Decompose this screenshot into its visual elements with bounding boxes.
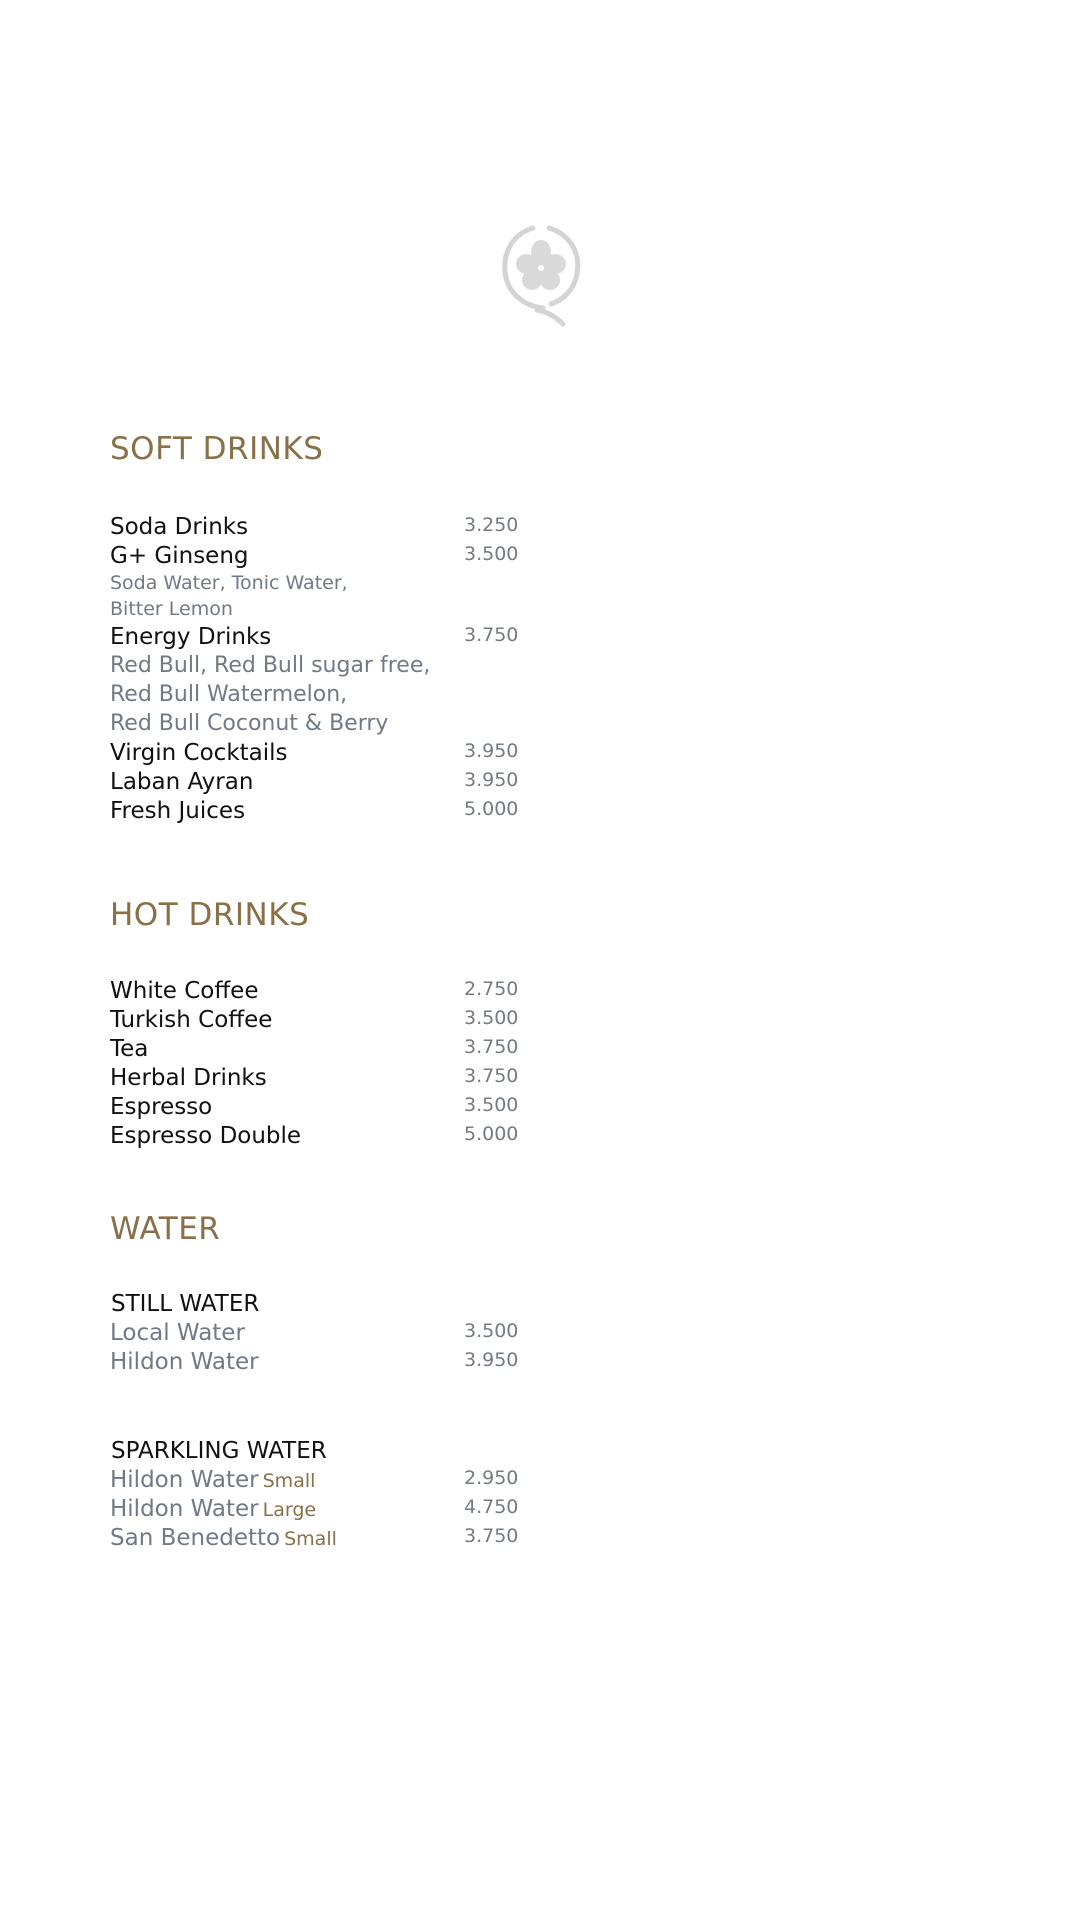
- item-name: Local Water: [110, 1320, 245, 1346]
- menu-item: [110, 978, 530, 1007]
- section-title-soft-drinks: SOFT DRINKS: [110, 431, 324, 467]
- item-name: Virgin Cocktails: [110, 740, 288, 766]
- item-description: Bitter Lemon: [110, 598, 233, 620]
- item-description: Red Bull Watermelon,: [110, 682, 348, 707]
- section-title-water: WATER: [110, 1211, 221, 1247]
- item-price: 3.500: [464, 1094, 519, 1116]
- item-price: 3.250: [464, 514, 519, 536]
- item-name-text: Hildon Water: [110, 1467, 259, 1493]
- item-name: [110, 1525, 337, 1551]
- menu-item: [110, 740, 530, 769]
- menu-item: [110, 1094, 530, 1123]
- item-price: 2.750: [464, 978, 519, 1000]
- item-price: 3.500: [464, 1320, 519, 1342]
- floral-emblem-icon: [497, 222, 585, 328]
- item-name: Energy Drinks: [110, 624, 272, 650]
- item-name-text: San Benedetto: [110, 1525, 281, 1551]
- item-price: 3.950: [464, 769, 519, 791]
- item-price: 5.000: [464, 798, 519, 820]
- item-name-text: Hildon Water: [110, 1496, 259, 1522]
- item-price: 3.750: [464, 624, 519, 646]
- item-size: Large: [262, 1499, 317, 1521]
- item-name: White Coffee: [110, 978, 259, 1004]
- menu-item: [110, 1467, 530, 1496]
- item-name: Soda Drinks: [110, 514, 249, 540]
- item-price: 3.750: [464, 1525, 519, 1547]
- item-price: 3.500: [464, 543, 519, 565]
- item-price: 3.750: [464, 1036, 519, 1058]
- item-name: [110, 1496, 316, 1522]
- section-title-hot-drinks: HOT DRINKS: [110, 897, 310, 933]
- item-price: 5.000: [464, 1123, 519, 1145]
- item-name: G+ Ginseng: [110, 543, 249, 569]
- item-description: Red Bull Coconut & Berry: [110, 711, 389, 736]
- item-price: 3.500: [464, 1007, 519, 1029]
- menu-item: [110, 1349, 530, 1378]
- menu-item: [110, 1320, 530, 1349]
- item-size: Small: [284, 1528, 337, 1550]
- sparkling-water-label: SPARKLING WATER: [111, 1438, 327, 1464]
- item-price: 2.950: [464, 1467, 519, 1489]
- menu-item: [110, 1496, 530, 1525]
- item-description: Soda Water, Tonic Water,: [110, 572, 348, 594]
- item-name: [110, 1467, 315, 1493]
- item-size: Small: [262, 1470, 316, 1492]
- menu-item: [110, 1036, 530, 1065]
- item-name: Espresso: [110, 1094, 213, 1120]
- item-name: Espresso Double: [110, 1123, 302, 1149]
- menu-item: [110, 514, 530, 543]
- item-name: Laban Ayran: [110, 769, 254, 795]
- item-price: 3.750: [464, 1065, 519, 1087]
- menu-item: [110, 1065, 530, 1094]
- menu-item: [110, 1123, 530, 1152]
- still-water-label: STILL WATER: [111, 1291, 260, 1317]
- menu-item: [110, 1525, 530, 1554]
- menu-item: [110, 1007, 530, 1036]
- item-price: 4.750: [464, 1496, 519, 1518]
- menu-item: [110, 769, 530, 798]
- item-name: Tea: [110, 1036, 149, 1062]
- menu-item: [110, 543, 530, 572]
- menu-item: [110, 624, 530, 653]
- item-price: 3.950: [464, 740, 519, 762]
- item-description: Red Bull, Red Bull sugar free,: [110, 653, 431, 678]
- item-name: Fresh Juices: [110, 798, 246, 824]
- item-name: Herbal Drinks: [110, 1065, 267, 1091]
- item-name: Turkish Coffee: [110, 1007, 273, 1033]
- menu-item: [110, 798, 530, 827]
- item-name: Hildon Water: [110, 1349, 259, 1375]
- item-price: 3.950: [464, 1349, 519, 1371]
